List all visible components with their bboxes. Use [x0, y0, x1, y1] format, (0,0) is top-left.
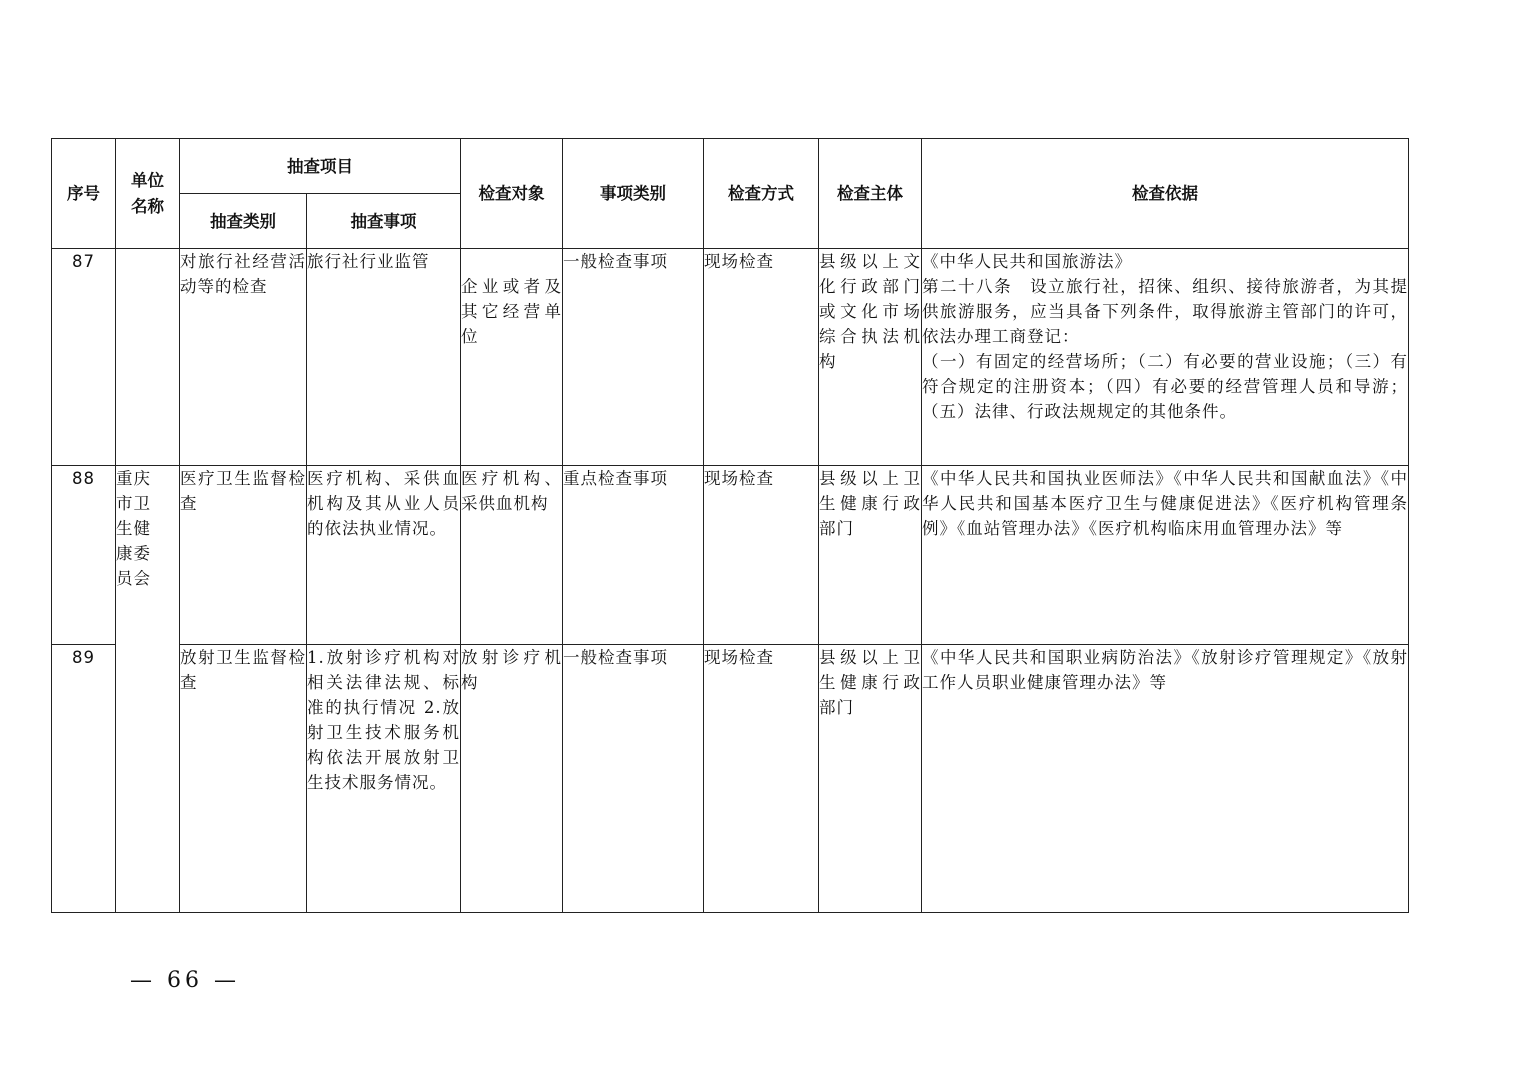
header-check-method: 检查方式 [704, 139, 819, 249]
row-check-object: 医疗机构、采供血机构 [461, 466, 563, 645]
table-row [52, 249, 1409, 466]
row-unit-text: 重庆市卫生健康委员会 [116, 469, 151, 588]
row-matter-category: 一般检查事项 [563, 645, 704, 913]
basis-line: 《中华人民共和国职业病防治法》《放射诊疗管理规定》《放射工作人员职业健康管理办法》等 [922, 648, 1408, 692]
row-check-matter: 医疗机构、采供血机构及其从业人员的依法执业情况。 [307, 466, 461, 645]
row-check-type: 对旅行社经营活动等的检查 [180, 249, 307, 466]
header-check-items: 抽查项目 [180, 139, 461, 194]
row-check-method: 现场检查 [704, 466, 819, 645]
row-check-subject: 县级以上文化行政部门或文化市场综合执法机构 [819, 249, 922, 466]
header-unit-label: 单位名称 [131, 170, 164, 216]
row-check-matter: 1.放射诊疗机构对相关法律法规、标准的执行情况 2.放射卫生技术服务机构依法开展放射卫生技术服务情况。 [307, 645, 461, 913]
header-unit [116, 139, 180, 249]
header-check-basis: 检查依据 [922, 139, 1409, 249]
basis-line: 《中华人民共和国旅游法》 [922, 252, 1132, 271]
header-check-type: 抽查类别 [180, 194, 307, 249]
row-seq: 88 [52, 466, 116, 645]
row-unit [116, 466, 180, 913]
row-check-subject: 县级以上卫生健康行政部门 [819, 645, 922, 913]
page-number: — 66 — [130, 968, 240, 993]
row-check-basis [922, 466, 1409, 645]
header-seq: 序号 [52, 139, 116, 249]
basis-line: 《中华人民共和国执业医师法》《中华人民共和国献血法》《中华人民共和国基本医疗卫生与健康促进法》《医疗机构管理条例》《血站管理办法》《医疗机构临床用血管理办法》等 [922, 469, 1408, 538]
header-check-matter: 抽查事项 [307, 194, 461, 249]
row-check-object: 放射诊疗机构 [461, 645, 563, 913]
basis-line: （一）有固定的经营场所；（二）有必要的营业设施；（三）有符合规定的注册资本；（四）有必要的经营管理人员和导游；（五）法律、行政法规规定的其他条件。 [922, 352, 1408, 421]
row-matter-category: 重点检查事项 [563, 466, 704, 645]
inspection-table [51, 138, 1409, 913]
row-matter-category: 一般检查事项 [563, 249, 704, 466]
row-seq: 89 [52, 645, 116, 913]
header-check-object: 检查对象 [461, 139, 563, 249]
row-check-method: 现场检查 [704, 645, 819, 913]
row-seq: 87 [52, 249, 116, 466]
row-check-object-text: 企业或者及其它经营单位 [461, 277, 562, 346]
row-check-subject: 县级以上卫生健康行政部门 [819, 466, 922, 645]
table-row [52, 466, 1409, 645]
row-check-type: 医疗卫生监督检查 [180, 466, 307, 645]
row-check-object [461, 249, 563, 466]
row-check-basis [922, 645, 1409, 913]
row-unit [116, 249, 180, 466]
header-matter-category: 事项类别 [563, 139, 704, 249]
row-check-matter: 旅行社行业监管 [307, 249, 461, 466]
row-check-basis [922, 249, 1409, 466]
row-check-method: 现场检查 [704, 249, 819, 466]
table-row [52, 645, 1409, 913]
header-check-subject: 检查主体 [819, 139, 922, 249]
row-check-type: 放射卫生监督检查 [180, 645, 307, 913]
basis-line: 第二十八条 设立旅行社，招徕、组织、接待旅游者，为其提供旅游服务，应当具备下列条件，取得旅游主管部门的许可，依法办理工商登记： [922, 277, 1408, 346]
